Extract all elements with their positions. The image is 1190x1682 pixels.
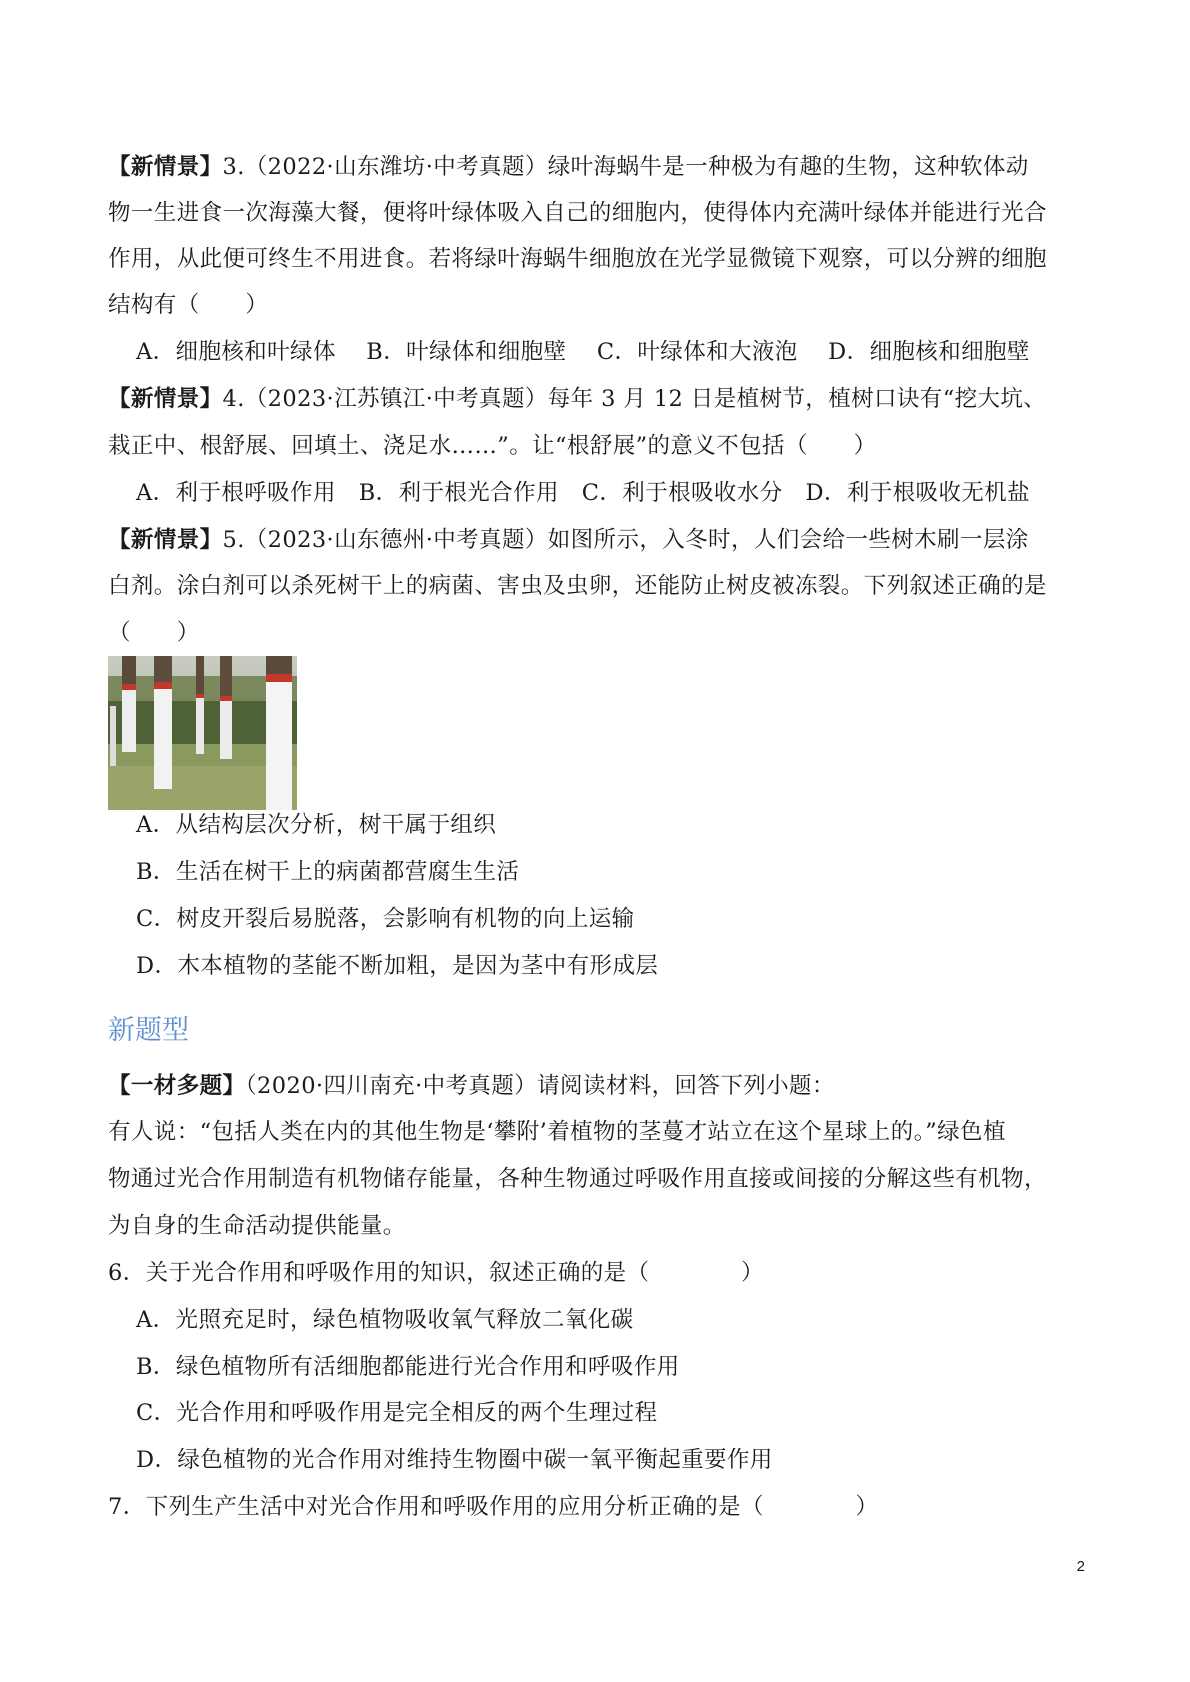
material-line-3: 物通过光合作用制造有机物储存能量，各种生物通过呼吸作用直接或间接的分解这些有机物，	[108, 1166, 1047, 1192]
whitewashed-trees-photo	[108, 656, 297, 810]
q5-line-1: 【新情景】5.（2023·山东德州·中考真题）如图所示，入冬时，人们会给一些树木刷一层涂	[108, 527, 1029, 553]
q3-line-2: 物一生进食一次海藻大餐，便将叶绿体吸入自己的细胞内，使得体内充满叶绿体并能进行光合	[108, 200, 1047, 226]
material-tag: 【一材多题】	[108, 1073, 246, 1099]
q5-line-2: 白剂。涂白剂可以杀死树干上的病菌、害虫及虫卵，还能防止树皮被冻裂。下列叙述正确的是	[108, 573, 1047, 599]
q7-stem: 7．下列生产生活中对光合作用和呼吸作用的应用分析正确的是（ ）	[108, 1494, 879, 1520]
material-line-4: 为自身的生命活动提供能量。	[108, 1213, 406, 1239]
q5-option-c: C．树皮开裂后易脱落，会影响有机物的向上运输	[136, 906, 635, 932]
q5-line-3: （ ）	[108, 620, 200, 646]
q5-option-a: A．从结构层次分析，树干属于组织	[136, 812, 497, 838]
q3-line-4: 结构有（ ）	[108, 292, 269, 318]
material-line-1: 【一材多题】（2020·四川南充·中考真题）请阅读材料，回答下列小题：	[108, 1073, 835, 1099]
q4-options: A．利于根呼吸作用 B．利于根光合作用 C．利于根吸收水分 D．利于根吸收无机盐	[136, 480, 1031, 506]
material-line-2: 有人说：“包括人类在内的其他生物是‘攀附’着植物的茎蔓才站立在这个星球上的。”绿色植	[108, 1119, 1006, 1145]
q5-option-b: B．生活在树干上的病菌都营腐生生活	[136, 859, 520, 885]
q3-line-3: 作用，从此便可终生不用进食。若将绿叶海蜗牛细胞放在光学显微镜下观察，可以分辨的细胞	[108, 246, 1047, 272]
q4-tag: 【新情景】	[108, 386, 223, 412]
q4-line-2: 栽正中、根舒展、回填土、浇足水……”。让“根舒展”的意义不包括（ ）	[108, 433, 877, 459]
q3-options: A．细胞核和叶绿体 B．叶绿体和细胞壁 C．叶绿体和大液泡 D．细胞核和细胞壁	[136, 339, 1030, 365]
q4-line-1: 【新情景】4.（2023·江苏镇江·中考真题）每年 3 月 12 日是植树节，植树口诀有“挖大坑、	[108, 386, 1047, 412]
page-number: 2	[1076, 1558, 1085, 1575]
q6-option-b: B．绿色植物所有活细胞都能进行光合作用和呼吸作用	[136, 1354, 680, 1380]
q6-option-a: A．光照充足时，绿色植物吸收氧气释放二氧化碳	[136, 1307, 634, 1333]
q5-tag: 【新情景】	[108, 527, 223, 553]
q5-option-d: D．木本植物的茎能不断加粗，是因为茎中有形成层	[136, 953, 659, 979]
section-title: 新题型	[108, 1015, 189, 1046]
q6-option-c: C．光合作用和呼吸作用是完全相反的两个生理过程	[136, 1400, 658, 1426]
q3-tag: 【新情景】	[108, 154, 223, 180]
q6-stem: 6．关于光合作用和呼吸作用的知识，叙述正确的是（ ）	[108, 1260, 764, 1286]
q3-line-1: 【新情景】3.（2022·山东潍坊·中考真题）绿叶海蜗牛是一种极为有趣的生物，这种软体动	[108, 154, 1029, 180]
q6-option-d: D．绿色植物的光合作用对维持生物圈中碳一氧平衡起重要作用	[136, 1447, 773, 1473]
